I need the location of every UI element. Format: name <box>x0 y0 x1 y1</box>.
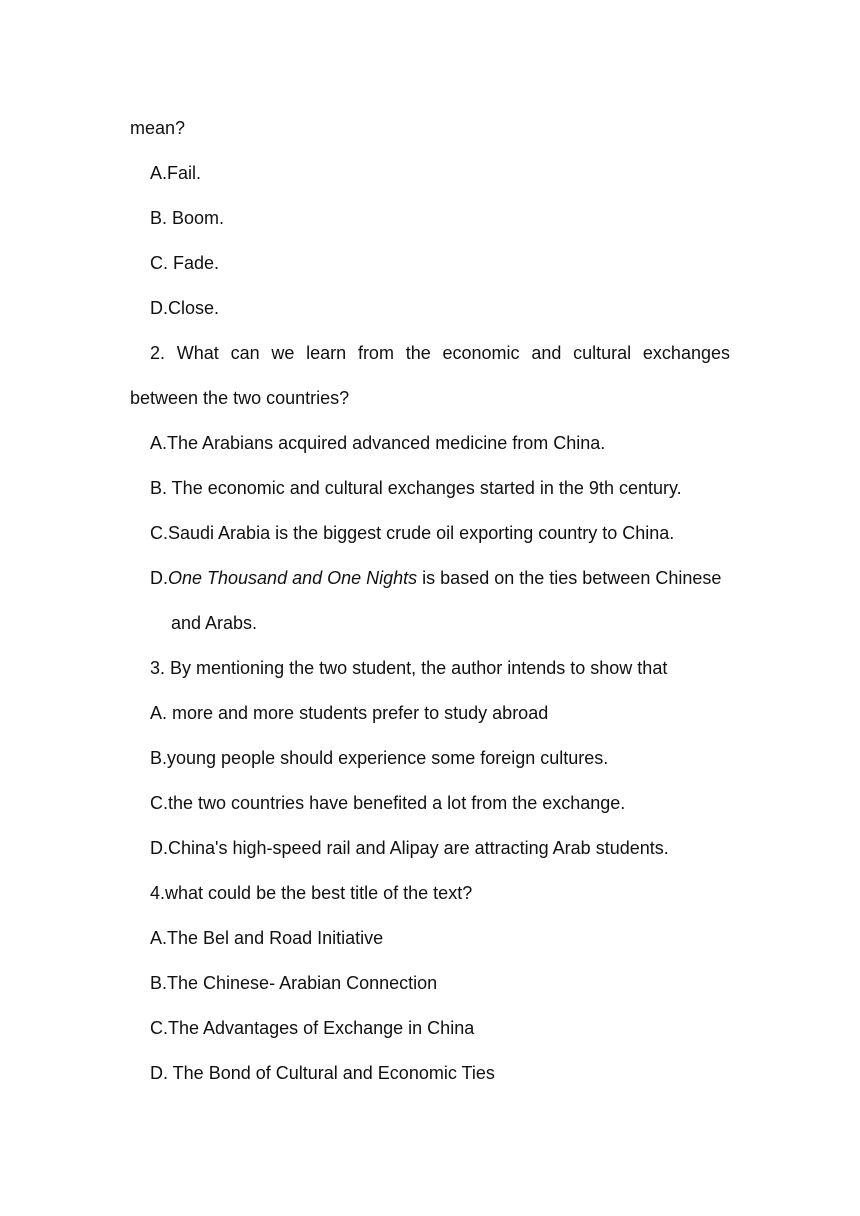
q3-option-c: C.the two countries have benefited a lot from the exchange. <box>150 793 626 813</box>
q2-stem-word: exchanges <box>642 343 730 363</box>
q3-option-b: B.young people should experience some foreign cultures. <box>150 748 609 768</box>
q2-stem-word: cultural <box>573 343 632 363</box>
q4-option-c: C.The Advantages of Exchange in China <box>150 1018 475 1038</box>
q2-stem-word: economic <box>442 343 520 363</box>
q2-option-d <box>150 567 721 589</box>
q2-stem-word: the <box>405 343 431 363</box>
q3-option-a: A. more and more students prefer to study abroad <box>150 703 549 723</box>
q4-option-d: D. The Bond of Cultural and Economic Ties <box>150 1063 495 1083</box>
q2-option-b: B. The economic and cultural exchanges started in the 9th century. <box>150 478 682 498</box>
q2-stem-word: learn <box>306 343 347 363</box>
q2-stem-word: What <box>176 343 219 363</box>
q2-stem <box>150 342 730 364</box>
q4-option-b: B.The Chinese- Arabian Connection <box>150 973 438 993</box>
q2-option-c: C.Saudi Arabia is the biggest crude oil exporting country to China. <box>150 523 675 543</box>
q3-stem: 3. By mentioning the two student, the author intends to show that <box>150 658 668 678</box>
q3-option-d: D.China's high-speed rail and Alipay are attracting Arab students. <box>150 838 669 858</box>
q1-option-b: B. Boom. <box>150 208 225 228</box>
q2-stem-word: from <box>357 343 394 363</box>
q2-stem-word: and <box>531 343 562 363</box>
q1-option-d: D.Close. <box>150 298 220 318</box>
q2-option-d-book-title: One Thousand and One Nights <box>168 568 418 588</box>
q2-stem-continuation: between the two countries? <box>130 388 350 408</box>
q2-option-d-prefix: D. <box>150 568 168 588</box>
q2-stem-word: can <box>230 343 260 363</box>
q2-option-d-continuation: and Arabs. <box>171 613 258 633</box>
q2-option-d-rest: is based on the ties between Chinese <box>417 568 722 588</box>
q2-stem-word: 2. <box>150 343 166 363</box>
q4-stem: 4.what could be the best title of the text? <box>150 883 473 903</box>
question-continuation: mean? <box>130 118 186 138</box>
q1-option-c: C. Fade. <box>150 253 220 273</box>
q2-option-a: A.The Arabians acquired advanced medicine from China. <box>150 433 606 453</box>
q4-option-a: A.The Bel and Road Initiative <box>150 928 384 948</box>
q1-option-a: A.Fail. <box>150 163 202 183</box>
q2-stem-word: we <box>271 343 295 363</box>
